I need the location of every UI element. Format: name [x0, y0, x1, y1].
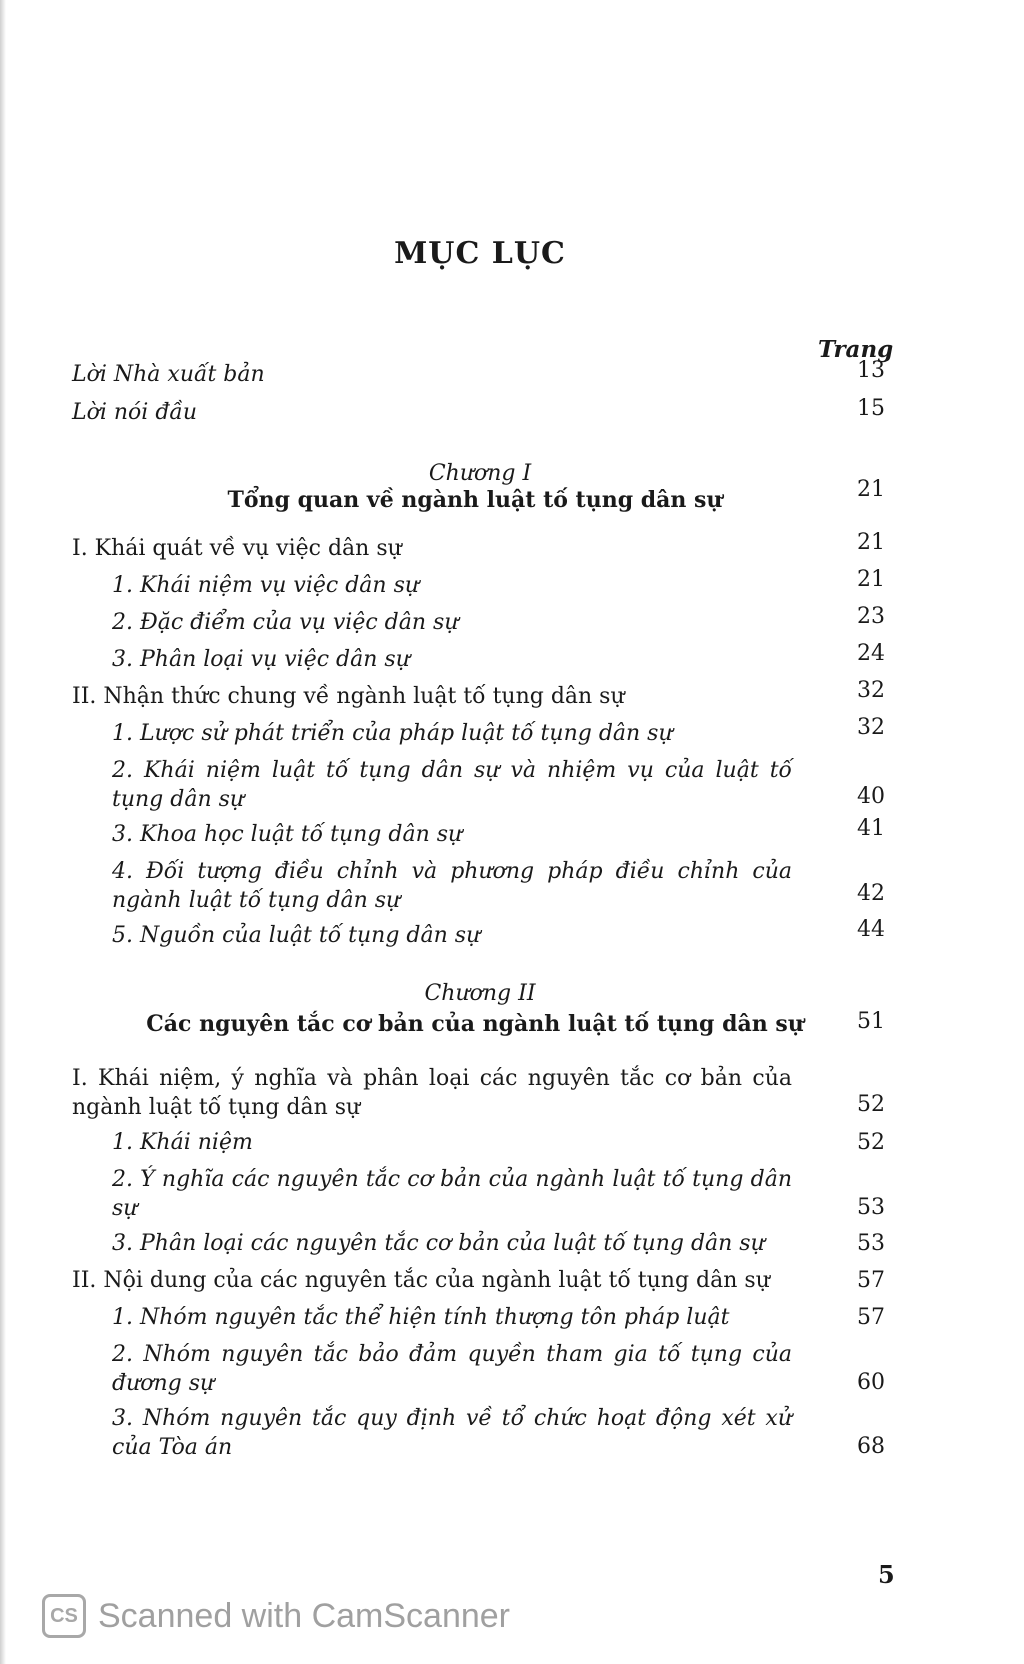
- toc-entry-front: [0, 396, 1024, 456]
- toc-section-page: 52: [857, 1092, 885, 1117]
- page-number: 5: [878, 1560, 895, 1589]
- chapter-title: [0, 1008, 1024, 1036]
- toc-item-page: 57: [857, 1305, 885, 1330]
- page-column-header: Trang: [818, 336, 894, 363]
- toc-section-text: II. Nhận thức chung về ngành luật tố tụng dân sự: [72, 684, 625, 709]
- toc-section-text: II. Nội dung của các nguyên tắc của ngành luật tố tụng dân sự: [72, 1268, 770, 1293]
- toc-item-text: 4. Đối tượng điều chỉnh và phương pháp điều chỉnh của ngành luật tố tụng dân sự: [112, 859, 792, 913]
- toc-item: [0, 917, 1024, 964]
- toc-entry-text: Lời Nhà xuất bản: [72, 362, 265, 387]
- toc-item: [0, 1342, 1024, 1410]
- toc-item-text: 3. Phân loại vụ việc dân sự: [112, 647, 410, 672]
- toc-item-page: 44: [857, 917, 885, 942]
- toc-section-text: I. Khái niệm, ý nghĩa và phân loại các nguyên tắc cơ bản của ngành luật tố tụng dân sự: [72, 1066, 792, 1120]
- toc-item-text: 1. Lược sử phát triển của pháp luật tố tụng dân sự: [112, 721, 673, 746]
- toc-item-text: 2. Đặc điểm của vụ việc dân sự: [112, 610, 459, 635]
- toc-item-page: 52: [857, 1130, 885, 1155]
- toc-item-page: 53: [857, 1195, 885, 1220]
- toc-section-page: 21: [857, 530, 885, 555]
- toc-item-page: 41: [857, 816, 885, 841]
- toc-item-text: 5. Nguồn của luật tố tụng dân sự: [112, 923, 481, 948]
- toc-entry-page: 13: [857, 358, 885, 383]
- toc-item-page: 53: [857, 1231, 885, 1256]
- toc-item-text: 2. Nhóm nguyên tắc bảo đảm quyền tham gia tố tụng của đương sự: [112, 1342, 792, 1396]
- toc-item-text: 2. Khái niệm luật tố tụng dân sự và nhiệm vụ của luật tố tụng dân sự: [112, 758, 792, 812]
- toc-section-page: 32: [857, 678, 885, 703]
- toc-item-text: 1. Khái niệm: [112, 1130, 253, 1155]
- toc-item-text: 3. Nhóm nguyên tắc quy định về tổ chức hoạt động xét xử của Tòa án: [112, 1406, 792, 1460]
- toc-section: [0, 1066, 1024, 1134]
- chapter-title-text: Tổng quan về ngành luật tố tụng dân sự: [227, 487, 723, 513]
- camscanner-watermark: [42, 1594, 510, 1638]
- table-of-contents: [0, 358, 1024, 1474]
- toc-item-text: 1. Nhóm nguyên tắc thể hiện tính thượng tôn pháp luật: [112, 1305, 730, 1330]
- chapter-title-text: Các nguyên tắc cơ bản của ngành luật tố tụng dân sự: [146, 1011, 804, 1037]
- chapter-label: Chương II: [424, 981, 536, 1006]
- toc-item-page: 21: [857, 567, 885, 592]
- toc-item-text: 2. Ý nghĩa các nguyên tắc cơ bản của ngành luật tố tụng dân sự: [112, 1167, 792, 1221]
- chapter-page: 21: [857, 477, 885, 502]
- chapter-page: 51: [857, 1009, 885, 1034]
- toc-item-text: 3. Phân loại các nguyên tắc cơ bản của luật tố tụng dân sự: [112, 1231, 765, 1256]
- camscanner-icon: CS: [42, 1594, 86, 1638]
- toc-section-page: 57: [857, 1268, 885, 1293]
- toc-item-page: 42: [857, 881, 885, 906]
- toc-item-text: 3. Khoa học luật tố tụng dân sự: [112, 822, 463, 847]
- toc-item-text: 1. Khái niệm vụ việc dân sự: [112, 573, 420, 598]
- toc-item-page: 60: [857, 1370, 885, 1395]
- toc-item: [0, 1167, 1024, 1235]
- toc-entry-page: 15: [857, 396, 885, 421]
- toc-item-page: 23: [857, 604, 885, 629]
- toc-item: [0, 1406, 1024, 1474]
- watermark-text: Scanned with CamScanner: [98, 1596, 511, 1635]
- toc-item-page: 32: [857, 715, 885, 740]
- toc-item-page: 24: [857, 641, 885, 666]
- chapter-label: Chương I: [428, 461, 532, 486]
- toc-item-page: 68: [857, 1434, 885, 1459]
- toc-section-text: I. Khái quát về vụ việc dân sự: [72, 536, 402, 561]
- page-title: MỤC LỤC: [394, 236, 566, 271]
- chapter-title: [0, 477, 1024, 516]
- toc-entry-text: Lời nói đầu: [72, 400, 198, 425]
- toc-item-page: 40: [857, 784, 885, 809]
